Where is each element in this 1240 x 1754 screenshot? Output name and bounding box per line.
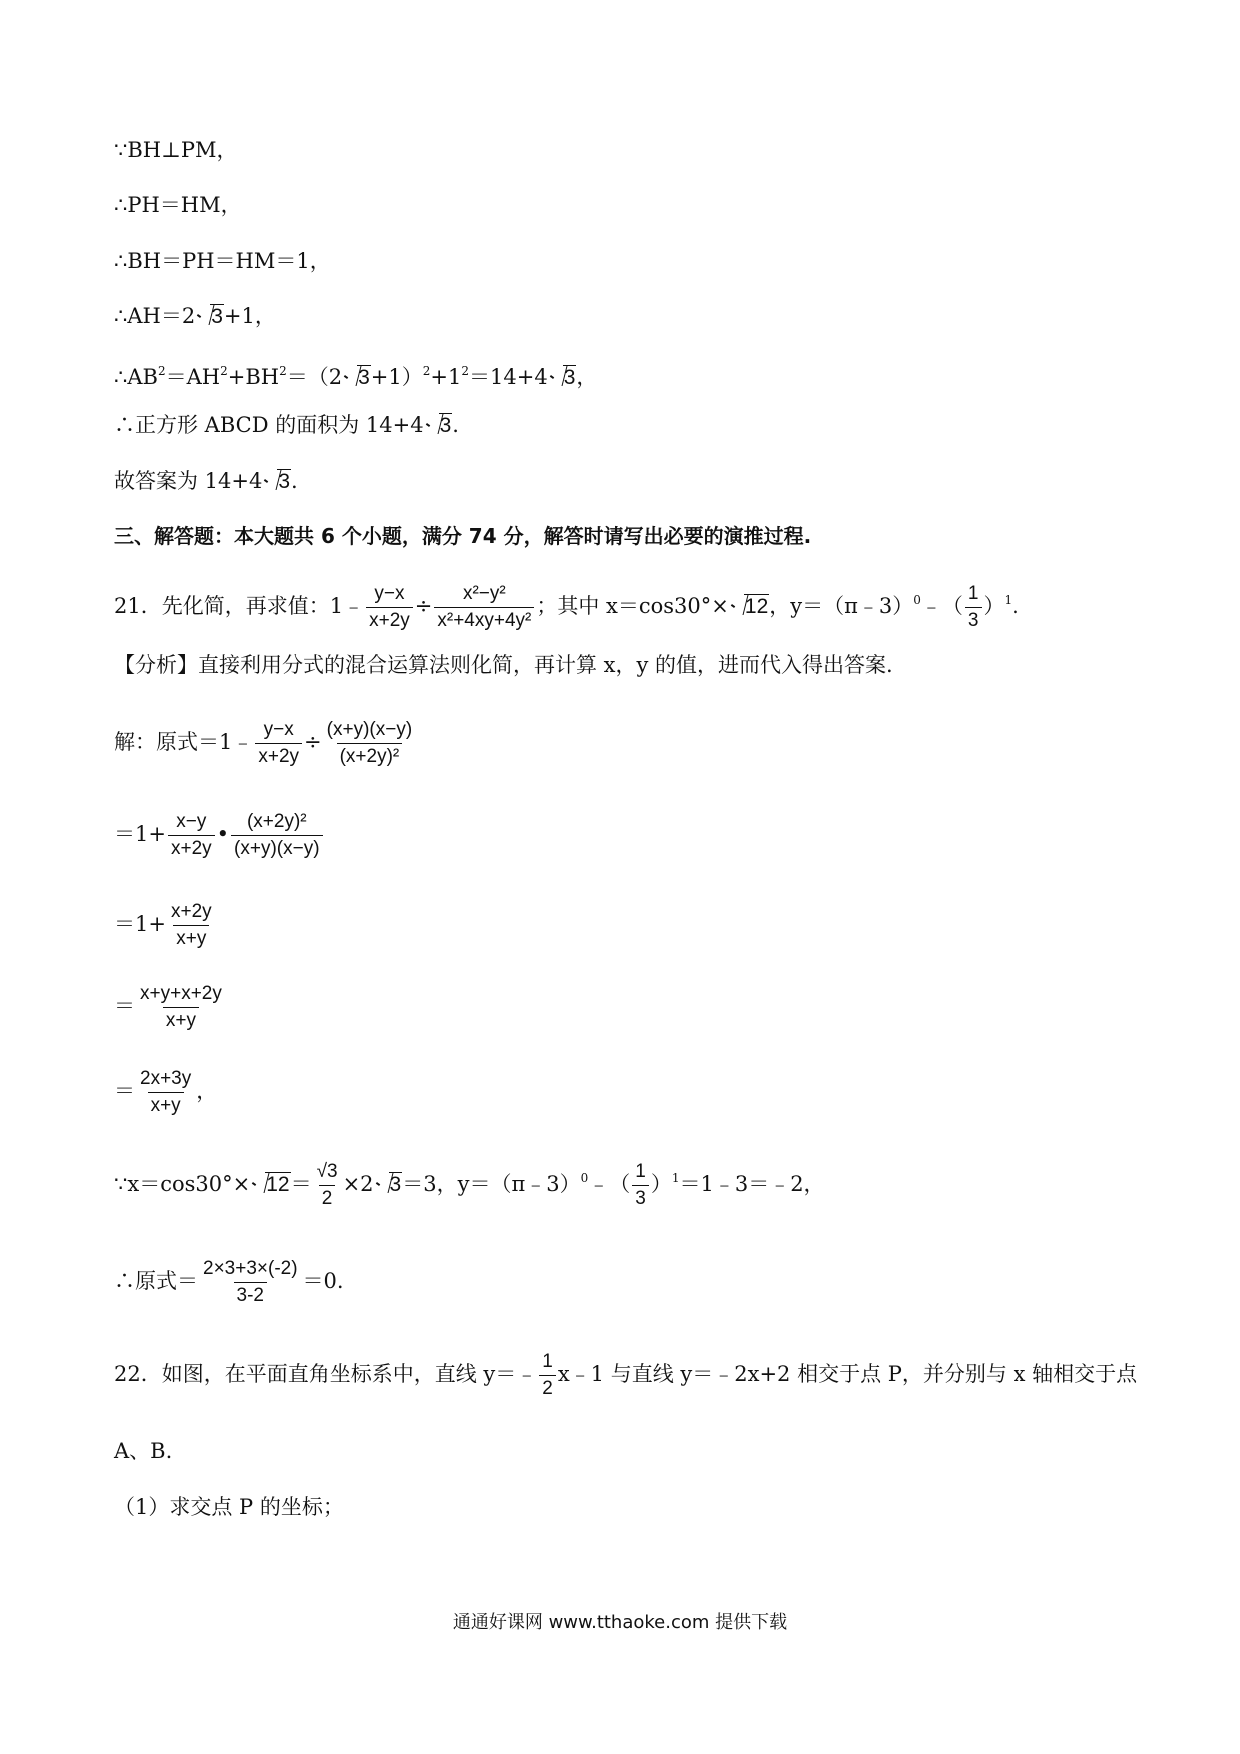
fraction	[137, 982, 225, 1033]
numerator: x+y+x+2y	[140, 983, 222, 1004]
text-span: .	[291, 469, 298, 493]
sqrt	[252, 1169, 290, 1200]
numerator: 1	[542, 1351, 553, 1372]
text-span: ∴原式＝	[114, 1269, 198, 1293]
fraction	[200, 1257, 301, 1308]
text-span: ＝1﹣3＝﹣2，	[679, 1172, 825, 1196]
text-span: ＝	[290, 1172, 312, 1196]
fraction	[231, 810, 323, 861]
sqrt	[376, 1169, 403, 1200]
numerator: 1	[635, 1161, 646, 1182]
denominator: (x+2y)²	[337, 743, 403, 769]
numerator: y−x	[263, 719, 294, 740]
text-span: 22．如图，在平面直角坐标系中，直线 y＝﹣	[114, 1362, 538, 1386]
text-span: +1）	[370, 365, 423, 389]
text-span: .	[1012, 594, 1019, 618]
text-span: 故答案为 14+4	[114, 469, 263, 493]
numerator: (x+y)(x−y)	[326, 719, 413, 740]
denominator: x+y	[173, 925, 209, 951]
text-line	[114, 356, 597, 393]
text-span: •	[216, 822, 230, 846]
radicand: 3	[211, 305, 223, 328]
superscript: 0	[580, 1171, 589, 1185]
sqrt	[197, 301, 224, 332]
text-span: ∴AB	[114, 365, 158, 389]
text-span: ；其中 x＝cos30°×	[536, 594, 729, 618]
text-line: ∵BH⊥PM，	[114, 138, 238, 162]
text-line	[114, 466, 298, 497]
solution-step	[114, 1160, 825, 1211]
denominator: 3	[965, 607, 982, 633]
denominator: 2	[319, 1185, 336, 1211]
text-line: （1）求交点 P 的坐标；	[114, 1495, 344, 1519]
text-span: ×2	[342, 1172, 374, 1196]
fraction	[324, 718, 416, 769]
question-21	[114, 582, 1019, 633]
text-span: ＝（2	[286, 365, 343, 389]
numerator: x−y	[176, 811, 207, 832]
superscript: 2	[157, 364, 166, 378]
radicand: 3	[278, 470, 291, 493]
sqrt	[264, 466, 291, 497]
radicand: 12	[266, 1173, 290, 1196]
solution-step	[114, 810, 325, 861]
radicand: 3	[563, 366, 576, 389]
sqrt	[731, 591, 769, 622]
text-span: +1	[430, 365, 462, 389]
denominator: x+2y	[366, 607, 413, 633]
text-span: ）	[650, 1172, 672, 1196]
text-span: ﹣（	[588, 1172, 631, 1196]
text-span: ＝AH	[165, 365, 221, 389]
text-span: ＝	[114, 1079, 135, 1103]
radicand: 3	[439, 414, 452, 437]
fraction	[314, 1160, 341, 1211]
superscript: 2	[461, 364, 469, 378]
text-span: ＝	[114, 994, 135, 1018]
numerator: y−x	[374, 583, 405, 604]
solution-step	[114, 1257, 344, 1308]
superscript: 0	[913, 593, 921, 607]
analysis: 【分析】直接利用分式的混合运算法则化简，再计算 x，y 的值，进而代入得出答案.	[114, 653, 893, 677]
fraction	[434, 582, 534, 633]
denominator: x+y	[148, 1092, 184, 1118]
fraction	[366, 582, 413, 633]
sqrt	[344, 362, 371, 393]
text-span: ，	[196, 1079, 218, 1103]
text-span: ﹣（	[920, 594, 963, 618]
text-span: ）	[983, 594, 1005, 618]
fraction	[632, 1160, 649, 1211]
text-line: ∴PH＝HM，	[114, 193, 242, 217]
sqrt	[426, 410, 453, 441]
solution-step	[114, 1067, 217, 1118]
fraction	[168, 900, 215, 951]
numerator: 1	[967, 583, 979, 604]
text-line	[114, 410, 459, 441]
text-span: ∴AH＝2	[114, 304, 196, 328]
text-span: ，y＝（π﹣3）	[769, 594, 914, 618]
denominator: x+2y	[255, 743, 302, 769]
text-span: ，	[576, 365, 598, 389]
text-span: 解：原式＝1﹣	[114, 730, 254, 754]
text-span: .	[452, 413, 459, 437]
section-heading: 三、解答题：本大题共 6 个小题，满分 74 分，解答时请写出必要的演推过程.	[114, 524, 812, 548]
text-span: +1，	[223, 304, 276, 328]
numerator: 2x+3y	[140, 1068, 192, 1089]
text-span: ∴正方形 ABCD 的面积为 14+4	[114, 413, 424, 437]
fraction	[539, 1350, 556, 1401]
radicand: 3	[389, 1173, 402, 1196]
fraction	[168, 810, 215, 861]
superscript: 2	[220, 364, 228, 378]
radicand: 3	[358, 366, 370, 389]
radicand: 12	[744, 595, 769, 618]
text-line: ∴BH＝PH＝HM＝1，	[114, 249, 331, 273]
text-span: +BH	[227, 365, 280, 389]
denominator: 3-2	[234, 1282, 267, 1308]
sqrt	[550, 362, 577, 393]
text-line	[114, 301, 276, 332]
page-footer: 通通好课网 www.tthaoke.com 提供下载	[452, 1612, 788, 1633]
text-span: x﹣1 与直线 y＝﹣2x+2 相交于点 P，并分别与 x 轴相交于点	[557, 1362, 1138, 1386]
fraction	[137, 1067, 194, 1118]
superscript: 2	[422, 364, 431, 378]
text-span: 21．先化简，再求值：1﹣	[114, 594, 365, 618]
fraction	[255, 718, 302, 769]
denominator: x+y	[163, 1007, 199, 1033]
question-22	[114, 1350, 1137, 1401]
superscript: 1	[671, 1171, 680, 1185]
text-span: ＝1+	[114, 912, 166, 936]
text-span: ∵x＝cos30°×	[114, 1172, 251, 1196]
denominator: 3	[632, 1185, 649, 1211]
denominator: x+2y	[168, 835, 215, 861]
superscript: 2	[279, 364, 287, 378]
numerator: x²−y²	[462, 583, 506, 604]
solution-step	[114, 982, 227, 1033]
numerator: √3	[316, 1161, 338, 1182]
text-span: ＝14+4	[469, 365, 548, 389]
text-span: ＝3，y＝（π﹣3）	[402, 1172, 581, 1196]
fraction	[965, 582, 982, 633]
text-line: A、B.	[114, 1439, 173, 1463]
solution-step	[114, 900, 217, 951]
denominator: (x+y)(x−y)	[231, 835, 323, 861]
numerator: x+2y	[170, 901, 212, 922]
superscript: 1	[1004, 593, 1013, 607]
text-span: ＝1+	[114, 822, 166, 846]
text-span: ＝0.	[302, 1269, 344, 1293]
denominator: x²+4xy+4y²	[434, 607, 534, 633]
text-span: ÷	[414, 594, 433, 618]
text-span: ÷	[304, 730, 322, 754]
numerator: (x+2y)²	[246, 811, 307, 832]
denominator: 2	[539, 1375, 556, 1401]
numerator: 2×3+3×(-2)	[203, 1258, 298, 1279]
solution-step	[114, 718, 417, 769]
